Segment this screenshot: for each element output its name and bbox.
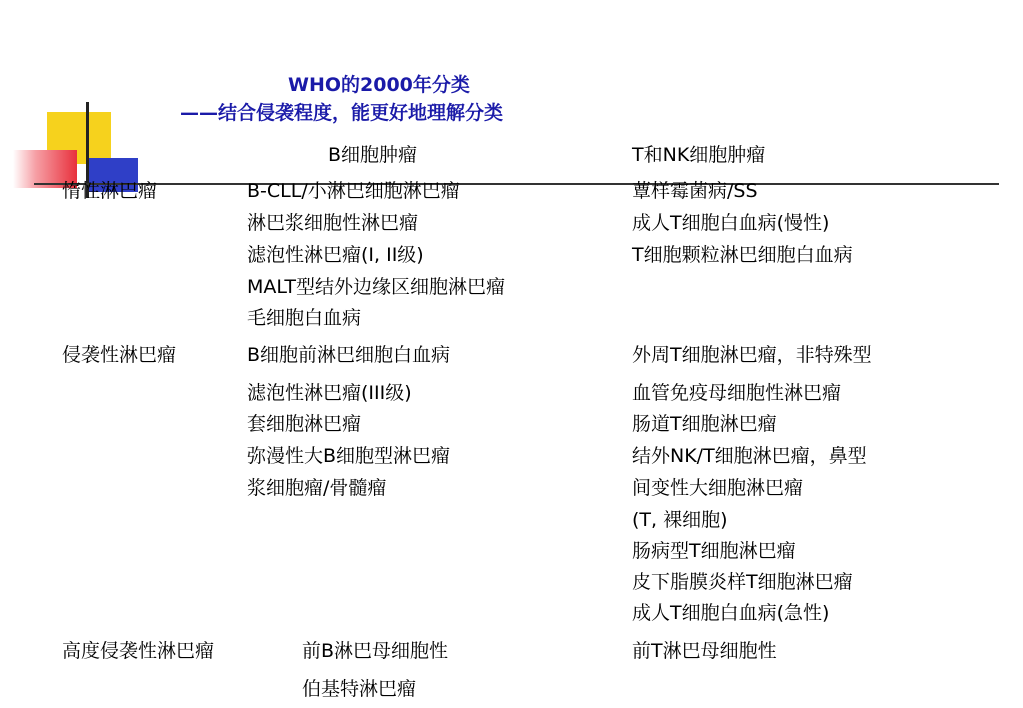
slide-subtitle: ——结合侵袭程度，能更好地理解分类 <box>180 102 504 124</box>
list-item: (T, 裸细胞) <box>632 509 728 531</box>
list-item: MALT型结外边缘区细胞淋巴瘤 <box>247 276 505 298</box>
list-item: B-CLL/小淋巴细胞淋巴瘤 <box>247 180 460 202</box>
list-item: 滤泡性淋巴瘤(III级) <box>247 382 412 404</box>
category-indolent: 惰性淋巴瘤 <box>62 180 158 202</box>
list-item: 滤泡性淋巴瘤(I, II级) <box>247 244 424 266</box>
list-item: 皮下脂膜炎样T细胞淋巴瘤 <box>632 571 853 593</box>
list-item: B细胞前淋巴细胞白血病 <box>247 344 451 366</box>
list-item: 成人T细胞白血病(急性) <box>632 602 830 624</box>
list-item: 蕈样霉菌病/SS <box>632 180 758 202</box>
list-item: 前T淋巴母细胞性 <box>632 640 777 662</box>
list-item: 套细胞淋巴瘤 <box>247 413 362 435</box>
header-t-nk-cell: T和NK细胞肿瘤 <box>632 144 766 166</box>
category-highly-aggressive: 高度侵袭性淋巴瘤 <box>62 640 215 662</box>
list-item: 前B淋巴母细胞性 <box>302 640 449 662</box>
decor-horizontal-rule <box>34 183 999 185</box>
list-item: T细胞颗粒淋巴细胞白血病 <box>632 244 853 266</box>
list-item: 肠病型T细胞淋巴瘤 <box>632 540 796 562</box>
list-item: 浆细胞瘤/骨髓瘤 <box>247 477 387 499</box>
list-item: 成人T细胞白血病(慢性) <box>632 212 830 234</box>
slide-title: WHO的2000年分类 <box>288 74 470 96</box>
list-item: 毛细胞白血病 <box>247 307 362 329</box>
list-item: 伯基特淋巴瘤 <box>302 678 417 700</box>
list-item: 外周T细胞淋巴瘤，非特殊型 <box>632 344 872 366</box>
list-item: 结外NK/T细胞淋巴瘤，鼻型 <box>632 445 867 467</box>
list-item: 弥漫性大B细胞型淋巴瘤 <box>247 445 451 467</box>
list-item: 肠道T细胞淋巴瘤 <box>632 413 777 435</box>
header-b-cell: B细胞肿瘤 <box>328 144 418 166</box>
list-item: 淋巴浆细胞性淋巴瘤 <box>247 212 419 234</box>
list-item: 血管免疫母细胞性淋巴瘤 <box>632 382 842 404</box>
category-aggressive: 侵袭性淋巴瘤 <box>62 344 177 366</box>
list-item: 间变性大细胞淋巴瘤 <box>632 477 804 499</box>
